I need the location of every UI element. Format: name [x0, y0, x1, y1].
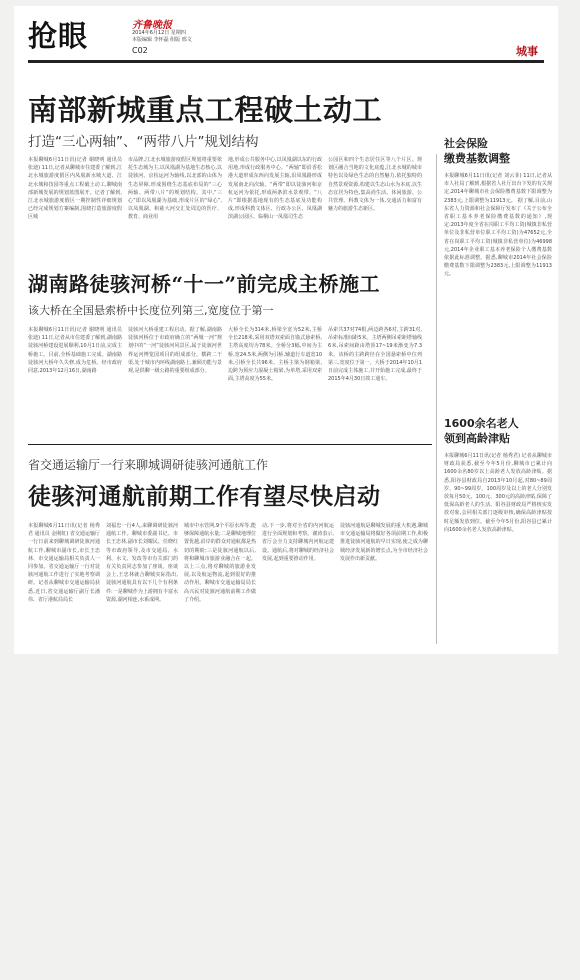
page-editors: 本版编辑 李怀磊 组版 邢文	[132, 37, 192, 43]
article-2-col-4: 吊索共37对74根,两边跨各6对,主跨31对,吊索标准间距5米。主塔两侧吊索距塔轴线6米,吊索间距由塔顶17~19米渐变为7.3米。该桥的主跨跨径在全国悬索桥中位列第三,宽度位于第一。大桥于2014年10月1日前完成主体施工,并开始施工完成,最终于2015年4月30日竣工通车。	[328, 327, 422, 383]
sidebar-1-title-line-1: 社会保险	[444, 137, 488, 150]
masthead-title: 抢眼	[28, 19, 89, 53]
article-1-col-1: 本报聊城6月11日讯(记者 谢晓明 通讯员 张迪) 11日,记者从聊城市住建委了解到,江北水城旅游度假区内凤凰新水城大道、江北水城和技园等重点工程破土动工,聊城南部新城发展的规划蓝图展开。记者了解到,江北水城旅游度假区一期控制性详细规划已经完成规划方案编制,围绕打造旅游度假区城	[28, 157, 122, 221]
article-3-col-1: 本报聊城6月11日讯(记者 杨秀君 通讯员 金刚虹) 省交通运输厅一行日前来到聊城调研徒骇河通航工作,聊城市副市长,市长王忠林、市交通运输局相关负责人一同参加。省交通运输厅一行对徒骇河通航工作进行了实地考察调研。记者从聊城市交通运输局获悉,近日,省交通运输厅副厅长潘伟、省厅港航局局长	[28, 523, 100, 603]
section-rule	[28, 444, 432, 445]
article-3-col-3: 城市中水管网,9个平原水库等,能够保障通航水量;二是聊城地理位置优越,沿岸的群众对通航都是热切的期盼;三是徒骇河通航以后,将和聊城市旅游业融合在一起。以上三点,将对聊城的旅游业发展,以及航运物流,起到很好的推动作用。聊城市交通运输局局长高兴民对徒骇河通航前期工作做了介绍。	[184, 523, 256, 603]
sidebar-1-body: 本报聊城6月11日讯(记者 刘云菲) 11日,记者从市人社局了解到,根据省人社厅出台下发的有关规定,2014年聊城市社会保险缴费基数下限调整为2383元,上限调整为11913元。 据了解,目前,山东省人力资源和社会保障厅发布了《关于公布全省职工基本养老保险缴费基数的通知》,规定:2013年度全省在岗职工平均工资(城镇非私营单位及非私营单位职工平均工资)为47652元,全省在岗职工平均工资(城镇非私营单位)为46998元,2014年企业职工基本养老保险个人缴费基数依据此标准调整。据悉,聊城市2014年社会保险缴费基数下限调整为2383元,上限调整为11913元。	[444, 173, 552, 278]
newspaper-logo: 齐鲁晚报	[132, 20, 172, 31]
headline-1: 南部新城重点工程破土动工	[28, 93, 383, 127]
headline-3: 徒骇河通航前期工作有望尽快启动	[28, 483, 381, 510]
sidebar-2-title-line-1: 1600余名老人	[444, 417, 519, 430]
article-2-col-3: 大桥全长为314米,桥梁全宽为52米,主桥全长218米,采用双塔双索面自锚式悬索桥,主塔高度均为78米。全桥分3幅,中间为主桥,宽24.5米,两侧为引桥,辅道行车道宽10米,引桥全长共96米。主桥主梁为钢箱梁,边跨为预应力混凝土箱梁,为单塔,采用双索面,主塔高度为55米。	[228, 327, 322, 383]
sidebar-1-title-line-2: 缴费基数调整	[444, 152, 510, 165]
sidebar-2-title	[444, 416, 554, 446]
issue-meta	[132, 30, 192, 44]
article-3-col-4: 动,下一步,将对全省的内河航运进行全面规划和考察。谢涛表示,省厅会全力支持聊城内河航运建设。通航后,将对聊城的经济社会发展,起到重要推动作用。	[262, 523, 334, 562]
newspaper-page	[14, 6, 558, 654]
sidebar-2-body: 本报聊城6月11日讯(记者 杨秀君) 记者从聊城市财政局获悉,截至今年5月份,聊城市已累计向1600余名80岁以上高龄老人发放高龄津贴。据悉,阳谷县财政局自2013年10月起,对80~89周岁、90~99周岁、100周岁及以上的老人分别发放每月50元、100元、300元的高龄津贴,保障了低保高龄老人的生活。阳谷县财政局严格核实发放对象,会同相关部门逐级审核,确保高龄津贴按时足额发放到位。截至今年5月份,阳谷县已累计向1600余名老人发放高龄津贴。	[444, 453, 552, 533]
article-2-col-1: 本报聊城6月11日讯(记者 谢晓明 通讯员 张迪) 11日,记者从市住建委了解到,湖南路徒骇河桥建设进展顺利,10月1日前,完成主桥施工。目前,全桥基础施工完成。湖南路徒骇河大桥年久失修,成为危桥。经市政府同意,2013年12月16日,湖南路	[28, 327, 122, 375]
article-1-col-4: 公园区和四个生态居住区等八个片区。规划区融合当地的文化底蕴,江北水城的城市特色以及绿色生态的自然魅力,依托独特的自然景观资源,构建以生态山水为本底,以生态宜居为特色,集高尚生活、休闲旅游、公共管理、科教文体为一体,交通活力和富有魅力的旅游生态新区。	[328, 157, 422, 213]
article-3-col-5: 徒骇河通航是聊城发展的重大机遇,聊城市交通运输局将做好各项前期工作,积极推进徒骇河通航的早日实现,使之成为聊城经济发展新的增长点,为全市经济社会发展作出新贡献。	[340, 523, 428, 562]
sidebar-1-title	[444, 136, 554, 166]
headline-2: 湖南路徒骇河桥“十一”前完成主桥施工	[28, 272, 381, 296]
sidebar-divider	[436, 154, 437, 644]
masthead-rule	[28, 60, 544, 63]
article-1-col-2: 市品牌,江北水城旅游度假区规划将重要依托生态城为主,以凤凰湖为基地生态核心,以徒骇河、京杭运河为轴线,以北部的山体为生态屏障,形成围绕生态基底布局的“三心两轴、两带八片”的规划结构。其中,“三心”即以凤凰湖为基础,形成片区的“绿心”,以凤凰湖、和慈大河交汇处周边的医疗、教育、商业用	[128, 157, 222, 221]
sidebar-2-title-line-2: 领到高龄津贴	[444, 432, 510, 445]
subheadline-2: 该大桥在全国悬索桥中长度位列第三,宽度位于第一	[28, 304, 274, 317]
article-2-col-2: 徒骇河大桥重建工程启动。据了解,湖南路徒骇河桥位于市政府确立的“两城一河”规划中的“一河”徒骇河风景区,属于徒骇河世界运河博览园项目的组成部分。横跨二干渠,处于城市内环线湖南路上,兼顾功能与景观,是供聊一级公路的重要组成部分。	[128, 327, 222, 375]
article-1-col-3: 地,形成公共服务中心,以凤凰湖以东的行政用地,形成行政服务中心。“两轴”即沿香松港大道形成东西向发展主轴,沿凤凰路形成发展南北向次轴。“两带”即以徒骇河和京杭运河为依托,形成两条滨水景观带。“八片”即根据基地现有的生态基底及功能构成,形成科教文体区、行政办公区、凤凰湖滨湖公园区、临桐山一凤凰司生态	[228, 157, 322, 221]
issue-date: 2014年6月12日 星期四	[132, 30, 186, 36]
kicker-3: 省交通运输厅一行来聊城调研徒骇河通航工作	[28, 458, 269, 472]
page-number: C02	[132, 46, 148, 55]
subheadline-1: 打造“三心两轴”、“两带八片”规划结构	[28, 134, 259, 150]
section-name: 城事	[516, 45, 538, 58]
article-3-col-2: 刘福忠一行4人,来聊调研徒骇河通航工作。聊城市委副书记、市长王忠林,副市长刘耀民、任晓红等市政府领导,及市交通局、水利、水文、发改等市有关部门的有关负责同志参加了座谈。座谈会上,王忠林就合聊城实际指出,徒骇河通航具有以下几个有利条件:一是聊城作为上游拥有丰富水资源,湖河相连,水系成网。	[106, 523, 178, 603]
